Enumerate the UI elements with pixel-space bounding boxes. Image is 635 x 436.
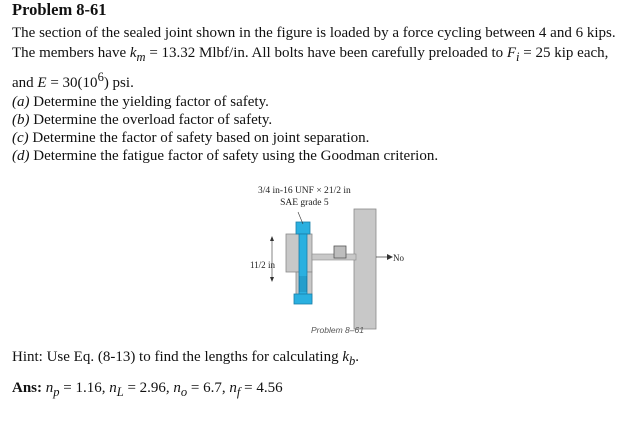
hint-end: . <box>355 349 360 365</box>
task-item-d <box>12 147 438 165</box>
task-item-b <box>12 111 438 129</box>
nf-subscript: f <box>236 385 241 399</box>
spec-frac-2: 1/2 <box>328 186 341 196</box>
no-subscript: o <box>180 385 188 399</box>
task-mark: (b) <box>12 112 30 128</box>
spec-thread: in-16 UNF × 2 <box>272 186 329 196</box>
task-text: Determine the fatigue factor of safety using the Goodman criterion. <box>29 148 439 164</box>
length-frac: 1/2 <box>254 260 266 270</box>
intro-text: The section of the sealed joint shown in the figure is loaded by a force cycling between 4 and 6 kips. The members have <box>12 25 616 61</box>
e-symbol: E <box>37 75 47 91</box>
km-symbol: k <box>129 45 137 61</box>
e-exponent: 6 <box>97 70 104 84</box>
task-mark: (d) <box>12 148 30 164</box>
e-value: = 30(10 <box>46 75 98 91</box>
nl-symbol: n <box>109 380 117 396</box>
kb-subscript: b <box>349 354 356 368</box>
spec-unit: in <box>340 186 351 196</box>
e-unit: ) psi. <box>103 75 134 91</box>
problem-title: Problem 8-61 <box>12 0 107 19</box>
bolt-spec-line-2: SAE grade 5 <box>280 198 329 208</box>
nl-subscript: L <box>116 385 124 399</box>
fi-value: = 25 kip each, and <box>12 45 609 91</box>
task-item-c <box>12 129 438 147</box>
km-value: = 13.32 Mlbf/in. All bolts have been carefully preloaded to <box>145 45 507 61</box>
answer-label: Ans: <box>12 380 43 396</box>
task-text: Determine the yielding factor of safety. <box>29 94 269 110</box>
dim-arrow-bottom <box>270 277 274 282</box>
task-list <box>12 93 438 165</box>
hint-text <box>12 349 359 369</box>
task-item-a <box>12 93 438 111</box>
problem-statement <box>12 23 626 93</box>
no-symbol: n <box>173 380 181 396</box>
no-label: No <box>393 253 404 263</box>
length-whole: 1 <box>250 260 255 270</box>
wall-member <box>354 209 376 329</box>
np-value: = 1.16, <box>59 380 110 396</box>
task-mark: (c) <box>12 130 29 146</box>
nl-value: = 2.96, <box>123 380 174 396</box>
spec-frac-1: 3/4 <box>258 186 271 196</box>
square-block <box>334 246 346 258</box>
km-subscript: m <box>136 50 146 64</box>
no-value: = 6.7, <box>187 380 230 396</box>
bolt-nut <box>294 294 312 304</box>
nf-value: = 4.56 <box>240 380 283 396</box>
hint-body: Hint: Use Eq. (8-13) to find the lengths for calculating <box>12 349 343 365</box>
fi-subscript: i <box>516 50 520 64</box>
dim-arrow-top <box>270 236 274 241</box>
nf-symbol: n <box>229 380 237 396</box>
figure-caption: Problem 8–61 <box>311 325 364 335</box>
length-unit: in <box>265 260 275 270</box>
task-text: Determine the overload factor of safety. <box>29 112 273 128</box>
kb-symbol: k <box>342 349 350 365</box>
length-label <box>250 260 275 270</box>
np-subscript: p <box>53 385 60 399</box>
answer-line <box>12 380 283 400</box>
task-mark: (a) <box>12 94 30 110</box>
np-symbol: n <box>45 380 54 396</box>
task-text: Determine the factor of safety based on joint separation. <box>28 130 370 146</box>
fi-symbol: F <box>506 45 517 61</box>
